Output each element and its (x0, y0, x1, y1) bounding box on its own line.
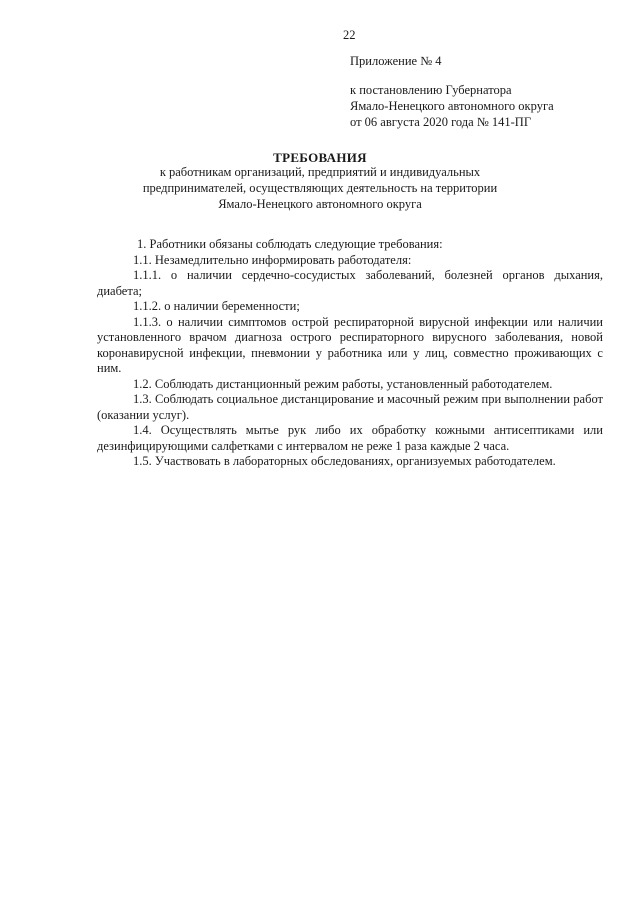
paragraph-1: 1. Работники обязаны соблюдать следующие требования: (137, 237, 443, 251)
paragraph-1-5: 1.5. Участвовать в лабораторных обследованиях, организуемых работодателем. (133, 454, 556, 468)
document-subtitle (0, 164, 640, 212)
document-body (97, 237, 603, 470)
subtitle-line: Ямало-Ненецкого автономного округа (218, 197, 422, 211)
appendix-reference (350, 82, 554, 130)
paragraph-1-1: 1.1. Незамедлительно информировать работодателя: (133, 252, 412, 267)
subtitle-line: к работникам организаций, предприятий и индивидуальных (159, 165, 481, 179)
appendix-line: к постановлению Губернатора (350, 83, 512, 97)
paragraph-1-1-1: 1.1.1. о наличии сердечно-сосудистых заболеваний, болезней органов дыхания, диабета; (97, 268, 603, 298)
appendix-label: Приложение № 4 (350, 54, 442, 68)
paragraph-1-2: 1.2. Соблюдать дистанционный режим работы, установленный работодателем. (133, 376, 553, 391)
appendix-line: от 06 августа 2020 года № 141-ПГ (350, 115, 532, 129)
document-title: ТРЕБОВАНИЯ (273, 150, 367, 165)
paragraph-1-1-2: 1.1.2. о наличии беременности; (133, 299, 300, 313)
subtitle-line: предпринимателей, осуществляющих деятельность на территории (142, 181, 498, 195)
paragraph-1-4: 1.4. Осуществлять мытье рук либо их обработку кожными антисептиками или дезинфицирующими салфетками с интервалом не реже 1 раза каждые 2 часа. (97, 423, 603, 453)
page-number: 22 (343, 28, 356, 42)
paragraph-1-3: 1.3. Соблюдать социальное дистанцирование и масочный режим при выполнении работ (оказании услуг). (97, 392, 603, 422)
paragraph-1-1-3: 1.1.3. о наличии симптомов острой респираторной вирусной инфекции или наличии установленного врачом диагноза острого респираторного вирусного заболевания, новой коронавирусной инфекции, пневмонии у работника или у лиц, совместно проживающих с ним. (97, 314, 603, 375)
appendix-line: Ямало-Ненецкого автономного округа (350, 99, 554, 113)
